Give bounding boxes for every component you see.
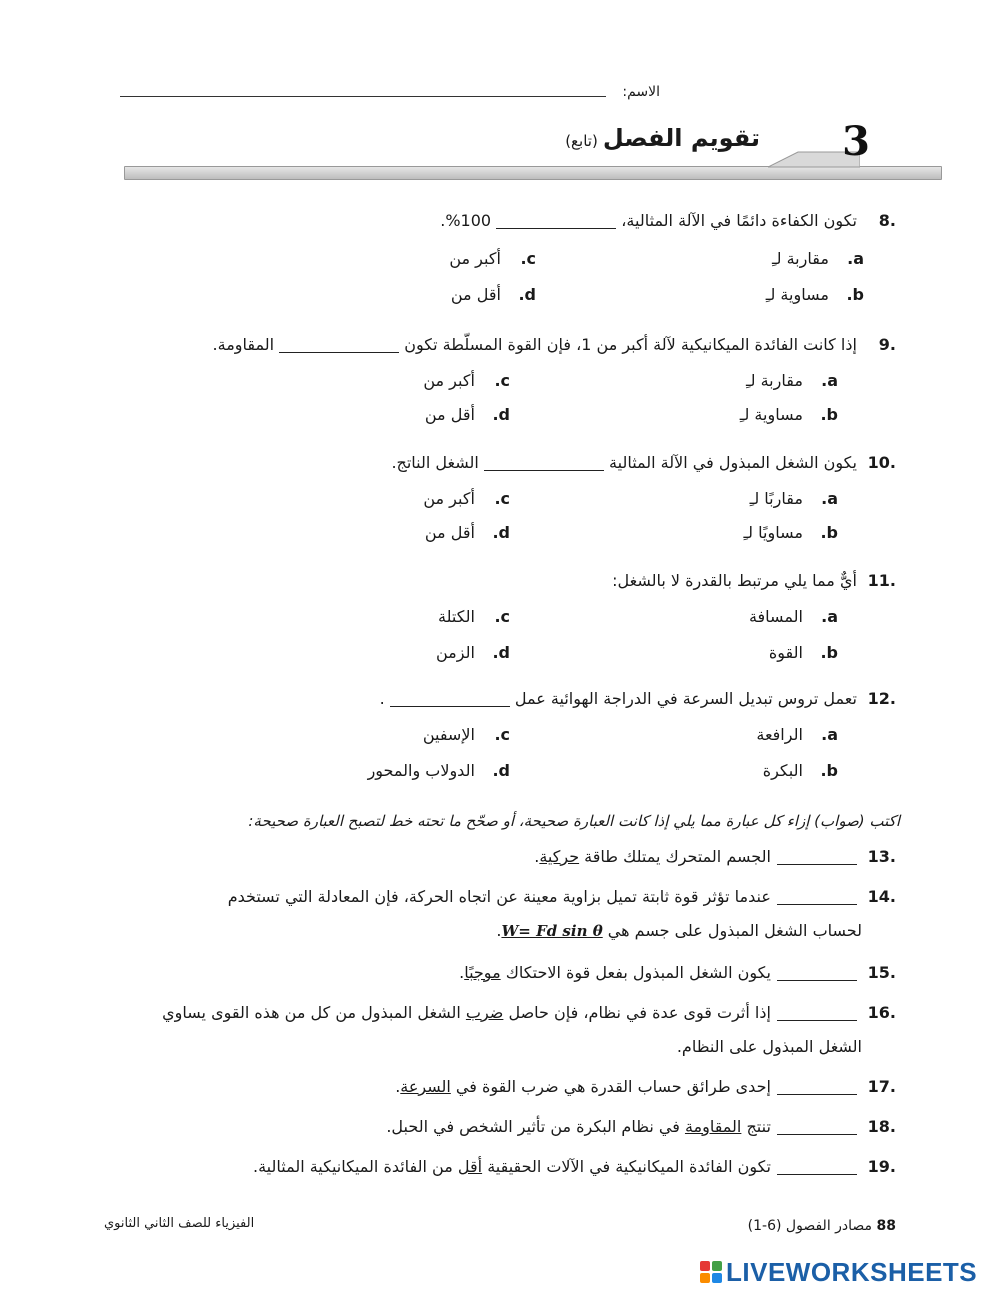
question-number: .11 bbox=[867, 571, 896, 590]
statement-14: .14 عندما تؤثر قوة ثابتة تميل بزاوية معينة عن اتجاه الحركة، فإن المعادلة التي تستخدم bbox=[227, 887, 896, 906]
question-10 bbox=[100, 452, 896, 474]
chapter-title bbox=[565, 124, 760, 152]
page-number: 88 bbox=[876, 1218, 896, 1234]
question-12 bbox=[100, 688, 896, 710]
question-text-after: المقاومة. bbox=[212, 335, 275, 354]
question-text-after: . bbox=[379, 689, 385, 708]
source-text: مصادر الفصول (6-1) bbox=[747, 1218, 873, 1234]
question-text-after: الشغل الناتج. bbox=[391, 453, 479, 472]
logo-tile bbox=[712, 1261, 722, 1271]
statement-14-line2: لحساب الشغل المبذول على جسم هي W= Fd sin θ. bbox=[496, 921, 862, 940]
statement-19: .19 تكون الفائدة الميكانيكية في الآلات الحقيقية أقل من الفائدة الميكانيكية المثالية. bbox=[253, 1157, 896, 1176]
question-text: تعمل تروس تبديل السرعة في الدراجة الهوائية عمل bbox=[514, 689, 857, 708]
option-a[interactable]: .a المسافة bbox=[748, 607, 838, 626]
statement-15: .15 يكون الشغل المبذول بفعل قوة الاحتكاك موجبًا. bbox=[459, 963, 896, 982]
option-b[interactable]: .b القوة bbox=[768, 643, 838, 662]
question-text: يكون الشغل المبذول في الآلة المثالية bbox=[609, 453, 857, 472]
name-input-line[interactable] bbox=[120, 96, 606, 97]
option-b[interactable]: .b مساويًا لـِ bbox=[743, 523, 838, 542]
option-d[interactable]: .d أقل من bbox=[450, 285, 536, 304]
underlined-term: حركية bbox=[539, 847, 580, 866]
question-text: إذا كانت الفائدة الميكانيكية لآلة أكبر من 1، فإن القوة المسلّطة تكون bbox=[404, 335, 857, 354]
question-number: .10 bbox=[867, 453, 896, 472]
option-c[interactable]: .c أكبر من bbox=[423, 489, 510, 508]
underlined-term: أقل bbox=[457, 1157, 483, 1176]
footer-source bbox=[748, 1218, 896, 1234]
question-number: .8 bbox=[878, 211, 896, 230]
question-text-after: 100%. bbox=[440, 211, 492, 230]
logo-text: LIVEWORKSHEETS bbox=[726, 1256, 978, 1287]
logo-tile bbox=[712, 1273, 722, 1283]
underlined-term: السرعة bbox=[400, 1077, 451, 1096]
answer-blank[interactable] bbox=[777, 1007, 857, 1021]
question-9 bbox=[100, 334, 896, 356]
underlined-term: ضرب bbox=[465, 1003, 504, 1022]
statement-16: .16 إذا أثرت قوى عدة في نظام، فإن حاصل ضرب الشغل المبذول من كل من هذه القوى يساوي bbox=[162, 1003, 896, 1022]
question-11 bbox=[100, 570, 896, 592]
statement-17: .17 إحدى طرائق حساب القدرة هي ضرب القوة في السرعة. bbox=[395, 1077, 896, 1096]
footer-book-title: الفيزياء للصف الثاني الثانوي bbox=[104, 1216, 255, 1231]
chapter-title-main: تقويم الفصل bbox=[602, 124, 760, 152]
equation: W= Fd sin θ bbox=[501, 922, 603, 940]
logo-tile bbox=[700, 1273, 710, 1283]
question-number: .9 bbox=[878, 335, 896, 354]
answer-blank[interactable] bbox=[279, 339, 399, 353]
underlined-term: موجبًا bbox=[464, 963, 501, 982]
question-8 bbox=[100, 210, 896, 232]
option-c[interactable]: .c الكتلة bbox=[438, 607, 510, 626]
question-number: .12 bbox=[867, 689, 896, 708]
answer-blank[interactable] bbox=[777, 891, 857, 905]
option-d[interactable]: .d الزمن bbox=[436, 643, 510, 662]
option-c[interactable]: .c الإسفين bbox=[422, 725, 510, 744]
chapter-title-continued: (تابع) bbox=[565, 132, 598, 150]
option-a[interactable]: .a الرافعة bbox=[756, 725, 838, 744]
logo-tiles-icon bbox=[700, 1261, 722, 1283]
option-d[interactable]: .d أقل من bbox=[424, 405, 510, 424]
option-d[interactable]: .d أقل من bbox=[424, 523, 510, 542]
liveworksheets-logo bbox=[700, 1258, 990, 1286]
option-a[interactable]: .a مقاربًا لـِ bbox=[749, 489, 838, 508]
answer-blank[interactable] bbox=[484, 457, 604, 471]
logo-tile bbox=[700, 1261, 710, 1271]
answer-blank[interactable] bbox=[777, 851, 857, 865]
option-b[interactable]: .b البكرة bbox=[762, 761, 838, 780]
answer-blank[interactable] bbox=[777, 1161, 857, 1175]
statement-16-line2: الشغل المبذول على النظام. bbox=[676, 1037, 862, 1056]
true-false-instruction: اكتب (صواب) إزاء كل عبارة مما يلي إذا كانت العبارة صحيحة، أو صحّح ما تحته خط لتصبح العبارة صحيحة: bbox=[248, 812, 900, 830]
option-c[interactable]: .c أكبر من bbox=[423, 371, 510, 390]
answer-blank[interactable] bbox=[777, 1121, 857, 1135]
option-a[interactable]: .a مقاربة لـِ bbox=[745, 371, 838, 390]
header-bar bbox=[124, 166, 942, 180]
answer-blank[interactable] bbox=[496, 215, 616, 229]
answer-blank[interactable] bbox=[777, 1081, 857, 1095]
answer-blank[interactable] bbox=[777, 967, 857, 981]
option-a[interactable]: .a مقاربة لـِ bbox=[771, 249, 864, 268]
name-label: الاسم: bbox=[622, 84, 660, 100]
option-b[interactable]: .b مساوية لـِ bbox=[739, 405, 838, 424]
option-b[interactable]: .b مساوية لـِ bbox=[765, 285, 864, 304]
question-text: تكون الكفاءة دائمًا في الآلة المثالية، bbox=[621, 211, 857, 230]
option-c[interactable]: .c أكبر من bbox=[449, 249, 536, 268]
underlined-term: المقاومة bbox=[684, 1117, 742, 1136]
question-text: أيٌّ مما يلي مرتبط بالقدرة لا بالشغل: bbox=[612, 571, 857, 590]
statement-18: .18 تنتج المقاومة في نظام البكرة من تأثير الشخص في الحبل. bbox=[386, 1117, 896, 1136]
answer-blank[interactable] bbox=[390, 693, 510, 707]
chapter-number: 3 bbox=[842, 118, 870, 165]
option-d[interactable]: .d الدولاب والمحور bbox=[367, 761, 510, 780]
statement-13: .13 الجسم المتحرك يمتلك طاقة حركية. bbox=[534, 847, 896, 866]
